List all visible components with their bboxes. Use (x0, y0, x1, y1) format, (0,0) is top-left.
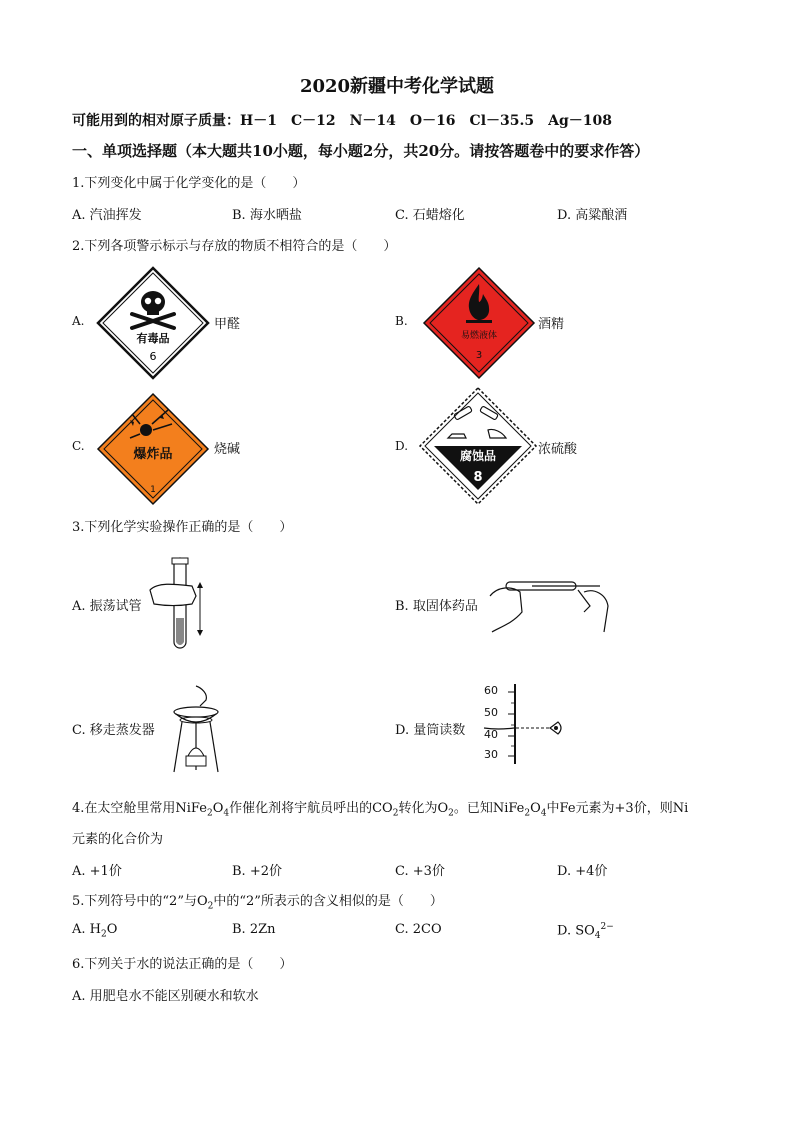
q2-option-c-substance: 烧碱 (214, 442, 241, 457)
flammable-sign-number: 3 (475, 350, 483, 361)
page-title: 2020新疆中考化学试题 (299, 76, 495, 97)
flammable-liquid-sign-icon (422, 266, 536, 380)
explosive-sign-number: 1 (150, 485, 156, 495)
q3-option-c: C. 移走蒸发器 (72, 723, 155, 738)
q4-option-c: C. +3价 (395, 864, 445, 879)
q6-option-a: A. 用肥皂水不能区别硬水和软水 (72, 989, 259, 1004)
q4-stem-line1: 4.在太空舱里常用$NiFe_2O_4$作催化剂将宇航员呼出的$CO_2$转化为$O_2$。已知$NiFe_2O_4$中Fe元素为+3价，则Ni (72, 801, 689, 819)
explosive-sign-icon (96, 392, 210, 506)
q2-option-a-substance: 甲醛 (214, 317, 241, 332)
q1-option-d: D. 高粱酿酒 (557, 208, 628, 223)
q4-option-b: B. +2价 (232, 864, 282, 879)
q3-option-a: A. 振荡试管 (72, 599, 142, 614)
cylinder-tick-40: 40 (484, 728, 498, 741)
corrosive-sign-label: 腐蚀品 (459, 449, 497, 463)
toxic-sign-icon (96, 266, 210, 380)
q2-option-d-letter: D. (395, 439, 409, 453)
q1-option-b: B. 海水晒盐 (232, 208, 302, 223)
corrosive-sign-icon (418, 386, 538, 506)
q5-stem: 5.下列符号中的“2”与$O_2$中的“2”所表示的含义相似的是（ ） (72, 894, 443, 912)
corrosive-sign-number: 8 (473, 470, 483, 485)
atomic-masses: 可能用到的相对原子质量：H－1 C－12 N－14 O－16 Cl－35.5 Ag－108 (72, 113, 612, 129)
q6-stem: 6.下列关于水的说法正确的是（ ） (72, 957, 293, 972)
q1-option-c: C. 石蜡熔化 (395, 208, 465, 223)
cylinder-graduation-lines (478, 684, 568, 766)
q5-option-b: B. 2Zn (232, 922, 276, 937)
q1-option-a: A. 汽油挥发 (72, 208, 142, 223)
q5-option-a: A. $H_2O$ (72, 922, 118, 940)
flammable-sign-label: 易燃液体 (460, 331, 498, 341)
q3-stem: 3.下列化学实验操作正确的是（ ） (72, 520, 293, 535)
shaking-test-tube-icon (148, 556, 208, 656)
q4-option-d: D. +4价 (557, 864, 608, 879)
q2-option-b-substance: 酒精 (538, 317, 565, 332)
toxic-sign-label: 有毒品 (136, 332, 170, 345)
q2-option-c-letter: C. (72, 439, 85, 453)
q3-option-d: D. 量筒读数 (395, 723, 466, 738)
taking-solid-reagent-icon (488, 572, 612, 634)
section-heading: 一、单项选择题（本大题共10小题，每小题2分，共20分。请按答题卷中的要求作答） (72, 142, 650, 160)
q3-option-b: B. 取固体药品 (395, 599, 478, 614)
q4-stem-line2: 元素的化合价为 (72, 832, 164, 847)
q4-option-a: A. +1价 (72, 864, 122, 879)
evaporating-dish-icon (168, 684, 226, 774)
graduated-cylinder-reading-icon (478, 684, 568, 766)
q2-option-d-substance: 浓硫酸 (538, 442, 578, 457)
q2-option-b-letter: B. (395, 314, 408, 328)
cylinder-tick-50: 50 (484, 706, 498, 719)
explosive-sign-label: 爆炸品 (133, 447, 173, 462)
cylinder-tick-60: 60 (484, 684, 498, 697)
q5-option-d: D. $SO_4^{2-}$ (557, 922, 614, 941)
cylinder-tick-30: 30 (484, 748, 498, 761)
q2-stem: 2.下列各项警示标示与存放的物质不相符合的是（ ） (72, 239, 397, 254)
q1-stem: 1.下列变化中属于化学变化的是（ ） (72, 176, 306, 191)
toxic-sign-number: 6 (149, 350, 157, 363)
q2-option-a-letter: A. (72, 314, 85, 328)
q5-option-c: C. 2CO (395, 922, 442, 937)
